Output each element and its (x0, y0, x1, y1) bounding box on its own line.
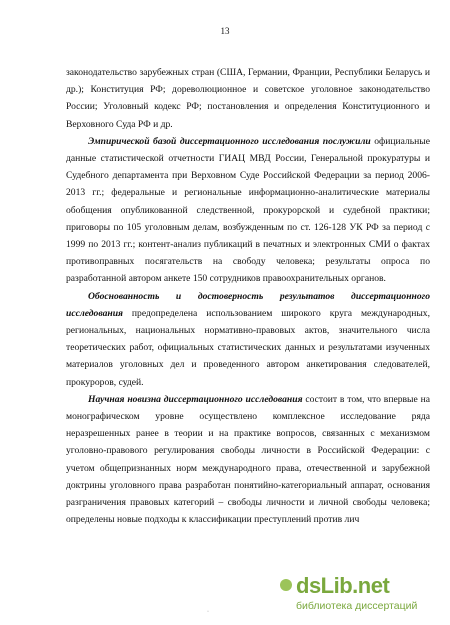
dslib-watermark (280, 573, 440, 617)
heading-empirical-base: Эмпирической базой диссертационного исследования послужили (88, 135, 371, 147)
paragraph-validity (66, 288, 430, 391)
heading-novelty: Научная новизна диссертационного исследования (88, 393, 303, 405)
scan-mark: · (207, 609, 209, 615)
text-novelty: состоит в том, что впервые на монографическом уровне осуществлено комплексное исследование ряда неразрешенных ранее в теории и на практике вопросов, связанных с механизмом уголовно-правового регулирования свободы личности в Российской Федерации: с учетом общепризнанных норм международного права, отечественной и зарубежной доктрины уголовного права разработан понятийно-категориальный аппарат, основания разграничения правовых категорий – свободы личности и личной свободы человека; определены новые подходы к классификации преступлений против лич (66, 393, 430, 526)
text-validity: предопределена использованием широкого круга международных, региональных, национальных нормативно-правовых актов, значительного числа теоретических работ, официальных статистических данных и результатами изученных материалов уголовных дел и проведенного автором анкетирования следователей, прокуроров, судей. (66, 307, 430, 388)
paragraph-empirical-base (66, 133, 430, 288)
dslib-logo-icon (280, 579, 292, 591)
paragraph-legal-sources: законодательство зарубежных стран (США, Германии, Франции, Республики Беларусь и др.); Конституция РФ; дореволюционное и советское уголовное законодательство России; Уголовный кодекс РФ; постановления и определения Конституционного и Верховного Суда РФ и др. (66, 67, 430, 130)
paragraph-novelty (66, 391, 430, 529)
watermark-subtitle: библиотека диссертаций (296, 600, 418, 612)
watermark-logo: dsLib.net (296, 573, 390, 598)
heading-validity: Обоснованность и достоверность результатов диссертационного исследования (66, 290, 430, 319)
page-number: 13 (220, 26, 230, 36)
document-body (66, 64, 430, 528)
text-empirical-base: официальные данные статистической отчетности ГИАЦ МВД России, Генеральной прокуратуры и Судебного департамента при Верховном Суде Российской Федерации за период 2006-2013 гг.; федеральные и региональные информационно-аналитические материалы обобщения опубликованной следственной, прокурорской и судебной практики; приговоры по 105 уголовным делам, возбужденным по ст. 126-128 УК РФ за период с 1999 по 2013 гг.; контент-анализ публикаций в печатных и электронных СМИ о фактах противоправных посягательств на свободу человека; результаты опроса по разработанной автором анкете 150 сотрудников правоохранительных органов. (66, 135, 430, 285)
